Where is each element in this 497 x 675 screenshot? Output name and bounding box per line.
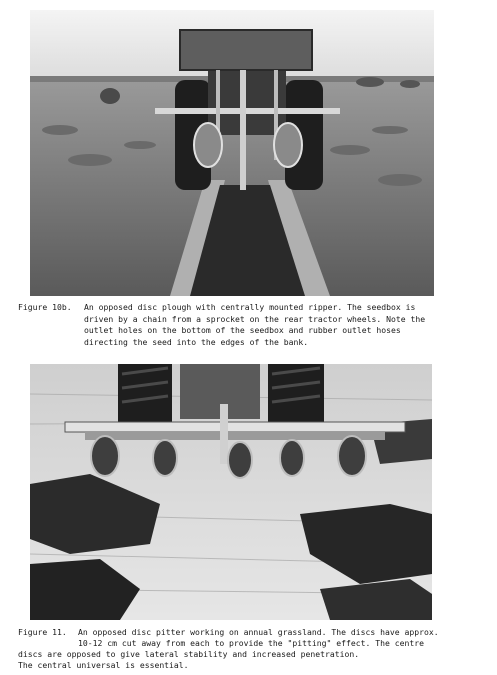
disc-pitter-image [30,364,432,620]
caption-line: discs are opposed to give lateral stability and increased penetration. [18,649,360,659]
figure-11-photo [30,364,432,620]
caption-line: directing the seed into the edges of the bank. [84,336,309,347]
caption-line: An opposed disc plough with centrally mounted ripper. The seedbox is [84,302,416,312]
figure-11-caption [18,627,488,672]
caption-line: outlet holes on the bottom of the seedbox and rubber outlet hoses [84,325,401,335]
caption-line: 10-12 cm cut away from each to provide the "pitting" effect. The centre [78,638,424,648]
figure-10b-caption [18,302,488,352]
figure-label: Figure 10b. [18,302,72,312]
caption-line: driven by a chain from a sprocket on the rear tractor wheels. Note the [84,313,426,324]
tractor-plough-image [30,10,434,296]
caption-line: An opposed disc pitter working on annual grassland. The discs have approx. [78,627,439,637]
figure-label: Figure 11. [18,627,67,637]
caption-line: The central universal is essential. [18,660,189,670]
figure-10b-photo [30,10,434,296]
